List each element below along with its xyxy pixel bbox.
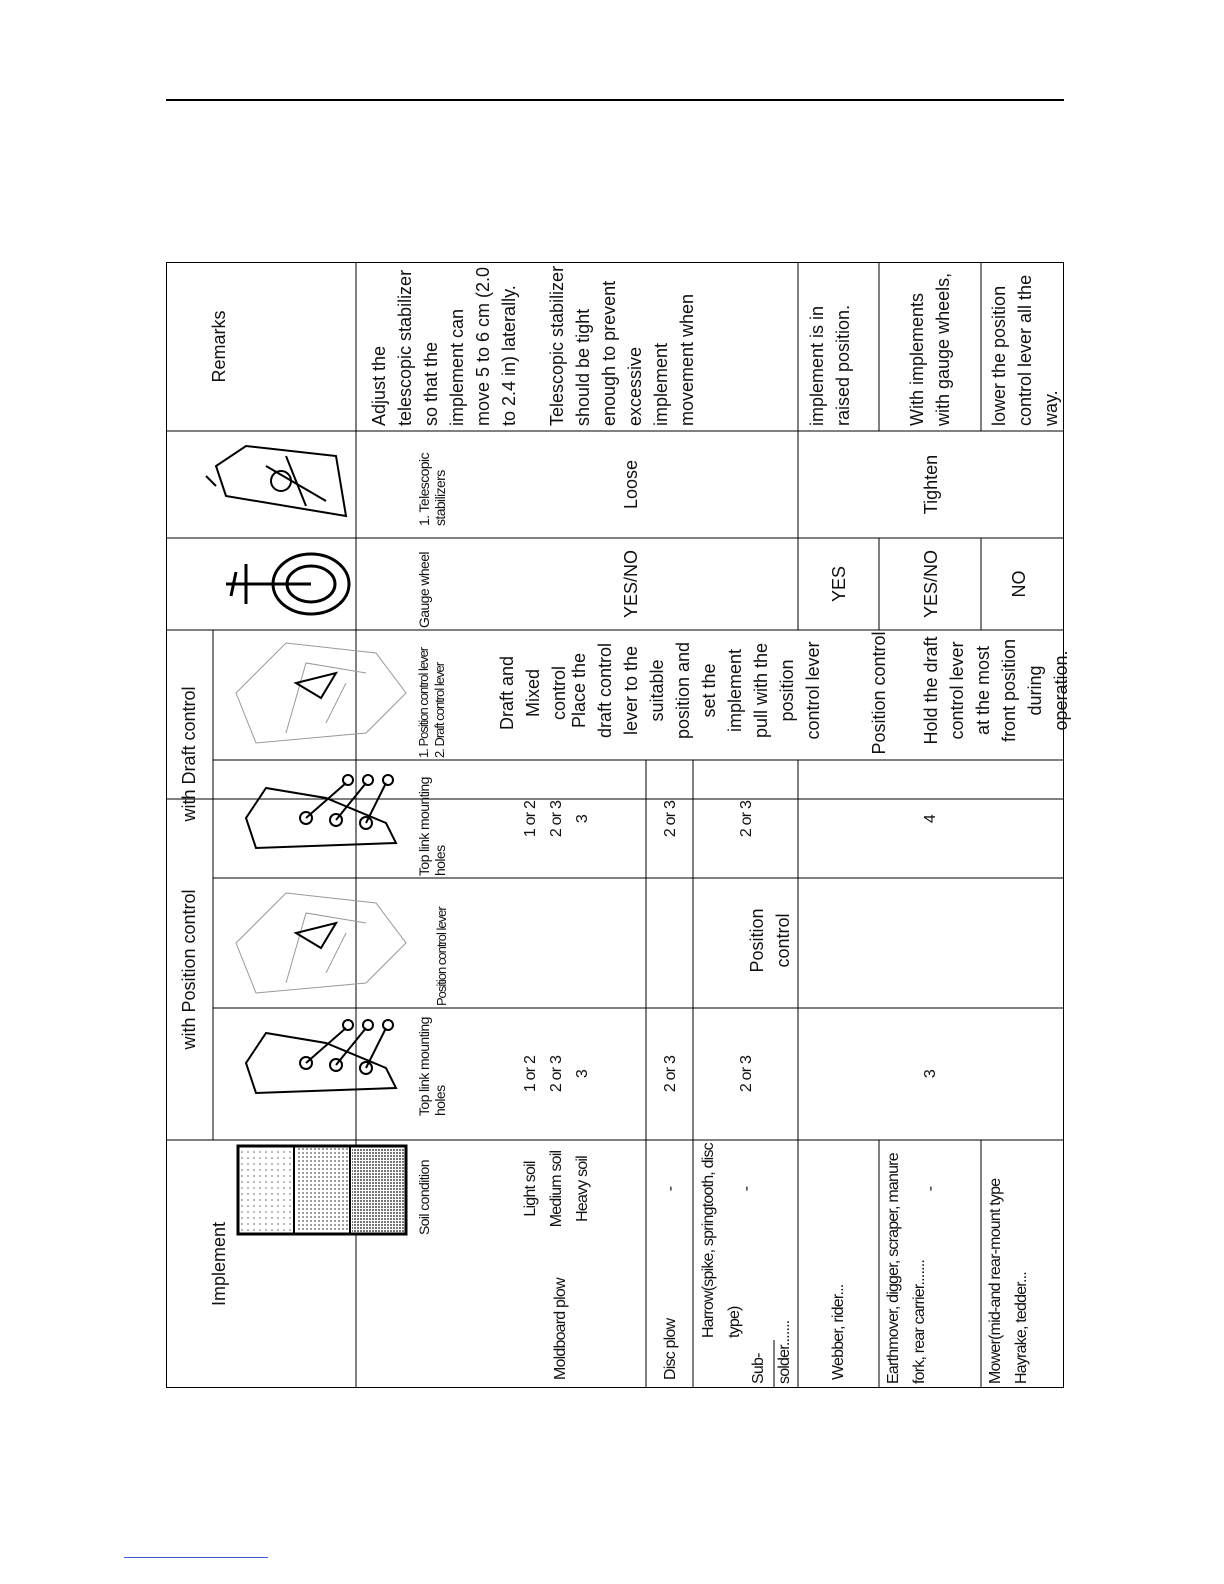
top-link-bracket-picture-draft: [236, 768, 411, 858]
soil-light: Light soil: [522, 1161, 539, 1217]
position-lever-value: Position control: [747, 908, 793, 973]
draft-lever-draft-mixed: Draft and Mixed control: [497, 655, 569, 731]
draft-lever-position: Position control: [869, 631, 889, 755]
gauge-wheel-header: Gauge wheel: [416, 552, 432, 628]
draft-holes-harrow: 2 or 3: [738, 800, 755, 838]
position-holes-harrow: 2 or 3: [738, 1055, 755, 1093]
gauge-top: YES/NO: [621, 549, 641, 619]
implement-header: Implement: [209, 1221, 229, 1307]
stabilizer-tighten: Tighten: [921, 454, 941, 515]
draft-lever-picture: [226, 633, 416, 753]
implement-disc-plow: Disc plow: [662, 1318, 679, 1380]
soil-harrow: -: [738, 1186, 755, 1192]
stabilizers-header: 1. Telescopic stabilizers: [416, 453, 448, 526]
top-link-holes-header-position: Top link mounting holes: [416, 1017, 448, 1116]
footnote-rule: [124, 1557, 268, 1558]
soil-layers-picture: [234, 1142, 409, 1238]
draft-holes-disc: 2 or 3: [662, 800, 679, 838]
soil-condition-header: Soil condition: [416, 1160, 432, 1235]
implement-webber: Webber, rider...: [830, 1284, 847, 1380]
soil-medium: Medium soil: [548, 1150, 565, 1228]
soil-heavy: Heavy soil: [574, 1156, 591, 1222]
implement-sub-soiler: Sub-solder.......: [750, 1320, 793, 1384]
draft-lever-hold-instruction: Hold the draft control lever at the most front position during operation.: [921, 636, 1071, 745]
draft-lever-place-instruction: Place the draft control lever to the suitable position and set the implement pull with the position control lever: [569, 641, 823, 740]
position-holes-light: 1 or 2: [522, 1055, 539, 1093]
draft-lever-label: 2. Draft control lever: [432, 662, 447, 758]
position-holes-heavy: 3: [574, 1069, 591, 1079]
gauge-webber: YES: [829, 565, 849, 603]
draft-holes-medium: 2 or 3: [548, 800, 565, 838]
gauge-mower: NO: [1009, 570, 1029, 598]
draft-holes-rest: 4: [922, 814, 939, 824]
remark-adjust: Adjust the telescopic stabilizer so that the implement can move 5 to 6 cm (2.0 to 2.4 in) laterally.: [369, 266, 519, 426]
top-link-holes-header-draft: Top link mounting holes: [416, 777, 448, 876]
top-link-bracket-picture-position: [236, 1013, 411, 1103]
position-lever-picture: [226, 883, 416, 1003]
soil-disc: -: [662, 1186, 679, 1192]
remark-lower-lever: lower the position control lever all the way.: [989, 274, 1061, 426]
with-position-header: with Position control: [179, 889, 199, 1050]
draft-holes-heavy: 3: [574, 814, 591, 824]
gauge-earth: YES/NO: [921, 549, 941, 619]
with-draft-header: with Draft control: [179, 686, 199, 822]
position-holes-medium: 2 or 3: [548, 1055, 565, 1093]
table-viewport: [166, 262, 1071, 1388]
gauge-wheel-picture: [206, 540, 356, 624]
implement-mower: Mower(mid-and rear-mount type Hayrake, tedder...: [987, 1178, 1030, 1384]
position-lever-label: 1. Position control lever: [416, 647, 431, 758]
implement-harrow: Harrow(spike, springtooth, disc type): [700, 1143, 743, 1338]
implement-earthmover: Earthmover, digger, scraper, manure fork, rear carrier.......: [885, 1153, 928, 1384]
remark-raised: implement is in raised position.: [807, 304, 853, 426]
telescopic-stabilizer-picture: [206, 434, 356, 526]
remarks-header: Remarks: [209, 310, 229, 383]
stabilizer-loose: Loose: [621, 459, 641, 510]
implement-moldboard-plow: Moldboard plow: [552, 1278, 569, 1380]
header-rule: [166, 99, 1064, 101]
position-holes-rest: 3: [922, 1069, 939, 1079]
position-lever-header: Position control lever: [434, 907, 449, 1006]
draft-holes-light: 1 or 2: [522, 800, 539, 838]
soil-rest: -: [922, 1186, 939, 1192]
implement-settings-table: [166, 262, 1071, 1388]
position-holes-disc: 2 or 3: [662, 1055, 679, 1093]
remark-gauge-wheels: With implements with gauge wheels,: [907, 272, 953, 426]
remark-tight-enough: Telescopic stabilizer should be tight enough to prevent excessive implement movement when: [547, 265, 697, 426]
